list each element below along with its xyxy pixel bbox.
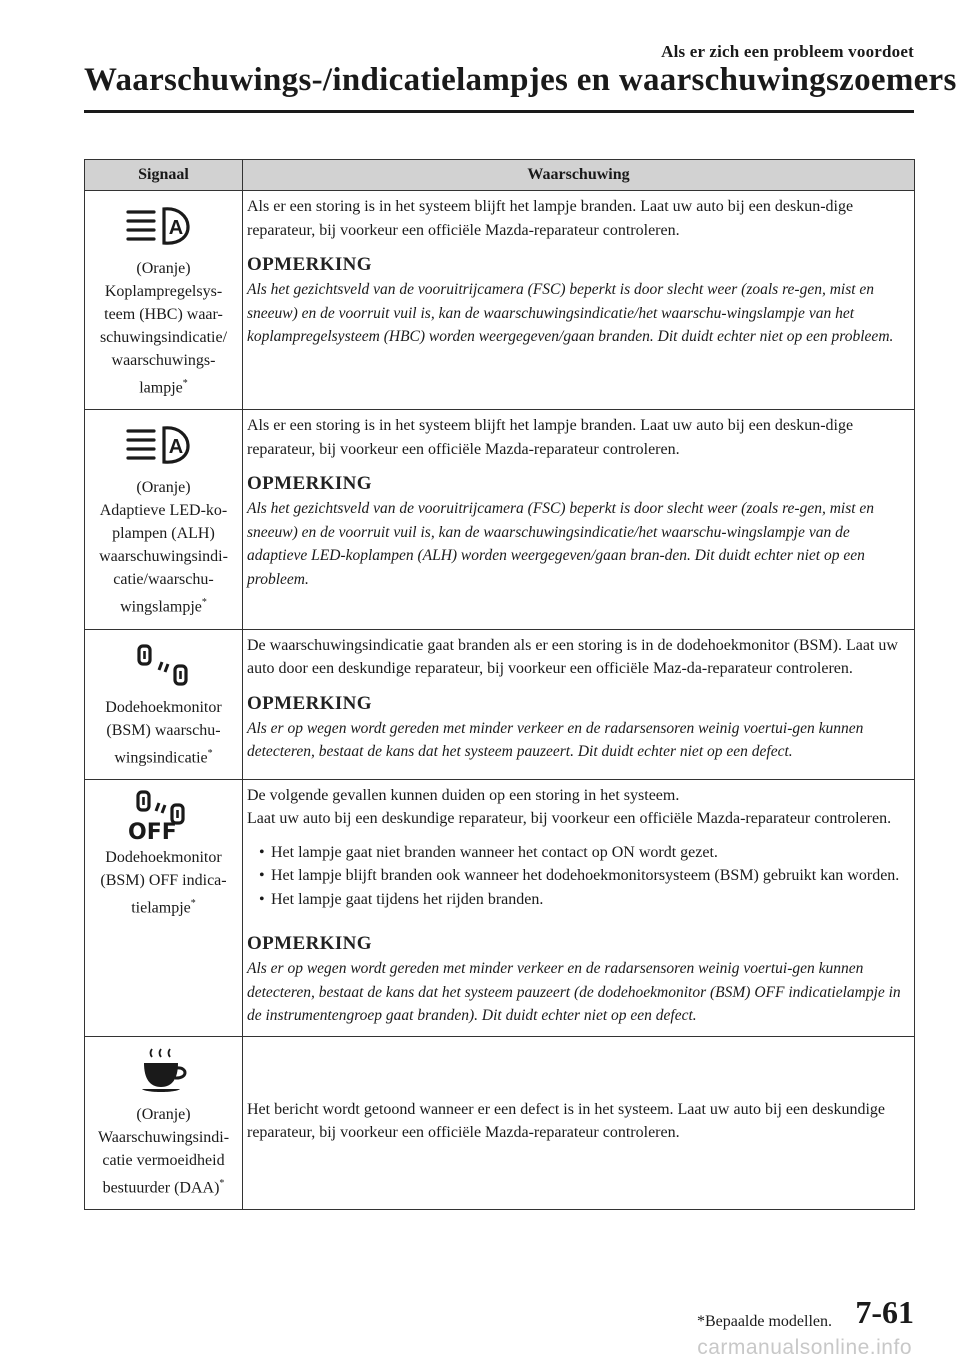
signal-cell — [85, 191, 243, 410]
svg-text:OFF: OFF — [127, 819, 177, 841]
signal-label-text: waarschuwingsindi- — [99, 548, 228, 566]
title-divider — [84, 110, 914, 113]
list-item-text: Het lampje gaat niet branden wanneer het contact op ON wordt gezet. — [271, 843, 718, 861]
warning-cell — [243, 191, 915, 410]
signal-cell — [85, 1036, 243, 1209]
signal-cell — [85, 779, 243, 1036]
list-item — [247, 888, 910, 912]
signal-label-text: (BSM) waarschu- — [106, 721, 221, 739]
bsm-icon — [89, 638, 238, 692]
signal-label-line — [89, 696, 238, 719]
svg-text:A: A — [168, 217, 183, 239]
footnote-marker: * — [207, 747, 213, 759]
signal-label-text: plampen (ALH) — [112, 525, 215, 543]
signal-label-text: Adaptieve LED-ko- — [99, 502, 228, 520]
coffee-cup-icon — [89, 1045, 238, 1099]
note-heading: OPMERKING — [247, 692, 372, 714]
list-item-text: Het lampje gaat tijdens het rijden branden. — [271, 890, 544, 908]
table-row — [85, 629, 915, 779]
signal-label-text: catie/waarschu- — [113, 571, 214, 589]
signal-label-text: Dodehoekmonitor — [105, 698, 222, 716]
alh-icon — [89, 418, 238, 472]
table-row — [85, 1036, 915, 1209]
column-header-warning: Waarschuwing — [243, 160, 915, 191]
signal-label-line — [89, 303, 238, 326]
list-item — [247, 841, 910, 865]
warning-text: Als er een storing is in het systeem blijft het lampje branden. Laat uw auto bij een deskun-dige reparateur, bij voorkeur een officiële Mazda-reparateur controleren. — [247, 417, 854, 458]
bsm-off-icon — [89, 788, 238, 842]
hbc-icon — [89, 199, 238, 253]
signal-label-line — [89, 280, 238, 303]
signal-label-text: wingslampje — [120, 598, 202, 616]
bullet-icon: • — [259, 867, 265, 885]
note-heading: OPMERKING — [247, 473, 372, 495]
signal-label-line — [89, 846, 238, 869]
signal-cell — [85, 629, 243, 779]
list-item — [247, 864, 910, 888]
signal-label-line — [89, 742, 238, 769]
signal-label-line — [89, 591, 238, 618]
footnote: *Bepaalde modellen. — [696, 1313, 832, 1330]
signal-label-line — [89, 568, 238, 591]
signal-label-line — [89, 869, 238, 892]
table-header-row — [85, 160, 915, 191]
table-row — [85, 410, 915, 629]
bullet-icon: • — [259, 890, 265, 908]
footnote-marker: * — [182, 378, 188, 389]
warning-cell — [243, 1036, 915, 1209]
color-label: (Oranje) — [136, 1105, 191, 1123]
note-text: Als er op wegen wordt gereden met minder verkeer en de radarsensoren weinig voertui-gen kunnen detecteren, bestaat de kans dat het systeem pauzeert. Dit duidt echter niet op een defect. — [247, 719, 864, 761]
footnote-marker: * — [190, 897, 196, 909]
warning-text: Laat uw auto bij een deskundige reparateur, bij voorkeur een officiële Mazda-reparateur controleren. — [247, 810, 892, 828]
note-heading: OPMERKING — [247, 933, 372, 955]
signal-cell — [85, 410, 243, 629]
note-text: Als het gezichtsveld van de vooruitrijcamera (FSC) beperkt is door slecht weer (zoals re-gen, mist en sneeuw) en de voorruit vuil is, kan de waarschuwingsindicatie/het waarschu-wingslampje van het koplampregelsysteem (HBC) worden weergegeven/gaan branden. Dit duidt echter niet op een probleem. — [247, 281, 894, 345]
footnote-marker: * — [219, 1177, 225, 1189]
note-heading: OPMERKING — [247, 254, 372, 275]
svg-text:A: A — [168, 436, 183, 459]
signal-label-text: bestuurder (DAA) — [102, 1179, 220, 1197]
signal-label-line — [89, 522, 238, 545]
signal-label-line — [89, 1126, 238, 1149]
warning-text: Als er een storing is in het systeem blijft het lampje branden. Laat uw auto bij een deskun-dige reparateur, bij voorkeur een officiële Mazda-reparateur controleren. — [247, 198, 854, 239]
signal-label-text: Waarschuwingsindi- — [97, 1128, 230, 1146]
signal-label-line — [89, 499, 238, 522]
bullet-icon: • — [259, 843, 265, 861]
signal-label-line — [89, 719, 238, 742]
warning-table — [84, 159, 915, 1210]
footnote-marker: * — [201, 597, 207, 609]
signal-label-line — [89, 372, 238, 399]
warning-cell — [243, 629, 915, 779]
signal-label-text: tielampje — [131, 899, 191, 917]
signal-label-text: teem (HBC) waar- — [104, 306, 223, 323]
warning-text: Het bericht wordt getoond wanneer er een defect is in het systeem. Laat uw auto bij een deskundige reparateur, bij voorkeur een officiële Mazda-reparateur controleren. — [247, 1100, 885, 1142]
signal-label-text: wingsindicatie — [114, 748, 208, 766]
warning-cell — [243, 779, 915, 1036]
signal-label-text: schuwingsindicatie/ — [99, 329, 228, 346]
signal-label-text: lampje — [139, 379, 183, 397]
list-item-text: Het lampje blijft branden ook wanneer het dodehoekmonitorsysteem (BSM) gebruikt kan worden. — [271, 867, 900, 885]
note-text: Als het gezichtsveld van de vooruitrijcamera (FSC) beperkt is door slecht weer (zoals re-gen, mist en sneeuw) en de voorruit vuil is, kan de waarschuwingsindicatie/het waarschu-wingslampje van de adaptieve LED-koplampen (ALH) worden weergegeven/gaan bran-den. Dit duidt echter niet op een probleem. — [247, 500, 875, 588]
signal-label-text: Dodehoekmonitor — [105, 848, 222, 866]
page-number: 7-61 — [855, 1294, 914, 1330]
table-row — [85, 779, 915, 1036]
signal-label-line — [89, 1149, 238, 1172]
signal-label-line — [89, 545, 238, 568]
signal-label-line — [89, 892, 238, 919]
table-row — [85, 191, 915, 410]
signal-label-line — [89, 349, 238, 372]
signal-label-line — [89, 326, 238, 349]
signal-label-line — [89, 1172, 238, 1199]
note-text: Als er op wegen wordt gereden met minder verkeer en de radarsensoren weinig voertui-gen kunnen detecteren, bestaat de kans dat het systeem pauzeert (de dodehoekmonitor (BSM) OFF indicatielampje in de instrumentengroep gaat branden). Dit duidt echter niet op een defect. — [247, 960, 901, 1025]
bullet-list — [247, 841, 910, 912]
signal-label-text: Koplampregelsys- — [104, 283, 223, 300]
chapter-title: Waarschuwings-/indicatielampjes en waarschuwingszoemers — [84, 62, 957, 98]
color-label: (Oranje) — [136, 260, 191, 277]
signal-label-text: waarschuwings- — [111, 352, 216, 369]
warning-cell — [243, 410, 915, 629]
signal-label-text: (BSM) OFF indica- — [100, 871, 227, 889]
signal-label-text: catie vermoeidheid — [102, 1151, 225, 1169]
watermark: carmanualsonline.info — [697, 1336, 912, 1359]
column-header-signal: Signaal — [85, 160, 243, 191]
warning-text: De volgende gevallen kunnen duiden op een storing in het systeem. — [247, 786, 680, 804]
warning-text: De waarschuwingsindicatie gaat branden als er een storing is in de dodehoekmonitor (BSM). Laat uw auto door een deskundige reparateur, bij voorkeur een officiële Maz-da-reparateur controleren. — [247, 636, 898, 678]
section-title: Als er zich een probleem voordoet — [661, 42, 914, 61]
color-label: (Oranje) — [136, 479, 191, 497]
